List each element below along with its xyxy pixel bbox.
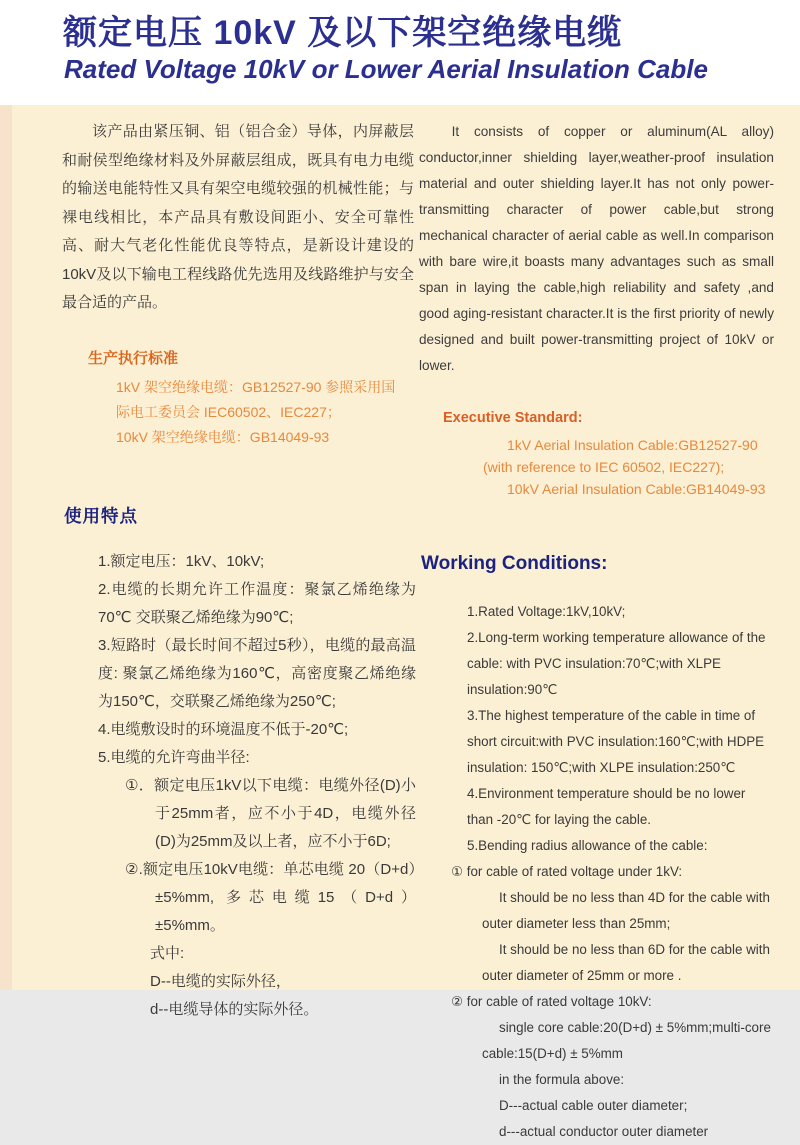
page-title-zh: 额定电压 10kV 及以下架空绝缘电缆 xyxy=(63,14,623,52)
standards-heading-en: Executive Standard: xyxy=(443,410,583,426)
condition-detail: It should be no less than 6D for the cable with outer diameter of 25mm or more . xyxy=(482,942,770,983)
features-section-zh xyxy=(62,503,414,1024)
feature-item: 1.额定电压：1kV、10kV; xyxy=(98,552,265,570)
working-conditions-list xyxy=(451,599,773,1145)
standards-heading-zh: 生产执行标准 xyxy=(88,349,179,367)
condition-detail: It should be no less than 4D for the cable with outer diameter less than 25mm; xyxy=(482,890,770,931)
feature-subitem: ①．额定电压1kV以下电缆：电缆外径(D)小于25mm者，应不小于4D，电缆外径(D)为25mm及以上者，应不小于6D; xyxy=(125,776,416,850)
condition-item: 2.Long-term working temperature allowance of the cable: with PVC insulation:70℃;with XLPE insulation:90℃ xyxy=(467,630,766,697)
condition-formula-note: d---actual conductor outer diameter xyxy=(499,1124,709,1139)
feature-formula-note: d--电缆导体的实际外径。 xyxy=(150,1000,319,1018)
standards-lines-zh xyxy=(88,375,414,450)
standards-section-zh xyxy=(88,349,414,450)
feature-formula-note: D--电缆的实际外径， xyxy=(150,972,291,990)
condition-subitem: ② for cable of rated voltage 10kV: xyxy=(451,994,652,1009)
content-columns xyxy=(0,105,800,1145)
standard-line: 10kV 架空绝缘电缆：GB14049-93 xyxy=(116,428,330,445)
column-english xyxy=(418,105,800,1145)
feature-item: 4.电缆敷设时的环境温度不低于-20℃; xyxy=(98,720,349,738)
feature-item: 3.短路时（最长时间不超过5秒），电缆的最高温度: 聚氯乙烯绝缘为160℃，高密度聚乙烯绝缘为150℃，交联聚乙烯绝缘为250℃; xyxy=(98,636,416,710)
standard-line: 10kV Aerial Insulation Cable:GB14049-93 xyxy=(507,481,766,497)
feature-formula-note: 式中: xyxy=(150,944,185,962)
condition-item: 4.Environment temperature should be no lower than -20℃ for laying the cable. xyxy=(467,786,746,827)
feature-item: 5.电缆的允许弯曲半径: xyxy=(98,748,250,766)
working-conditions-heading: Working Conditions: xyxy=(421,553,608,574)
page-title-en: Rated Voltage 10kV or Lower Aerial Insulation Cable xyxy=(64,54,708,84)
standard-line: 1kV 架空绝缘电缆：GB12527-90 参照采用国际电工委员会 IEC60502、IEC227； xyxy=(116,378,396,420)
condition-detail: single core cable:20(D+d) ± 5%mm;multi-core cable:15(D+d) ± 5%mm xyxy=(482,1020,771,1061)
condition-item: 5.Bending radius allowance of the cable: xyxy=(467,838,708,853)
standard-line: 1kV Aerial Insulation Cable:GB12527-90 (with reference to IEC 60502, IEC227); xyxy=(483,437,758,475)
condition-item: 1.Rated Voltage:1kV,10kV; xyxy=(467,604,626,619)
feature-subitem: ②.额定电压10kV电缆：单芯电缆 20（D+d）±5%mm, 多芯电缆15（D+d）±5%mm。 xyxy=(125,860,416,934)
feature-item: 2.电缆的长期允许工作温度：聚氯乙烯绝缘为70℃ 交联聚乙烯绝缘为90℃; xyxy=(98,580,416,626)
column-chinese xyxy=(0,105,418,1145)
condition-subitem: ① for cable of rated voltage under 1kV: xyxy=(451,864,683,879)
condition-item: 3.The highest temperature of the cable in time of short circuit:with PVC insulation:160℃;with HDPE insulation: 150℃;with XLPE insulation:250℃ xyxy=(467,708,765,775)
working-conditions-section xyxy=(419,553,774,1145)
features-heading-zh: 使用特点 xyxy=(64,505,138,526)
condition-formula-note: D---actual cable outer diameter; xyxy=(499,1098,688,1113)
intro-paragraph-zh: 该产品由紧压铜、铝（铝合金）导体，内屏蔽层和耐侯型绝缘材料及外屏蔽层组成，既具有电力电缆的输送电能特性又具有架空电缆较强的机械性能；与裸电线相比，本产品具有敷设间距小、安全可靠性高、耐大气老化性能优良等特点，是新设计建设的10kV及以下输电工程线路优先选用及线路维护与安全最合适的产品。 xyxy=(62,123,414,311)
standards-section-en xyxy=(443,408,774,500)
condition-formula-note: in the formula above: xyxy=(499,1072,625,1087)
features-list-zh xyxy=(98,548,416,1024)
standards-lines-en xyxy=(443,434,774,500)
intro-paragraph-en: It consists of copper or aluminum(AL alloy) conductor,inner shielding layer,weather-proof insulation material and outer shielding layer.It has not only power-transmitting character of power cable,but strong mechanical character of aerial cable as well.In comparison with bare wire,it boasts many advantages such as small span in laying the cable,high reliability and safety ,and good aging-resistant character.It is the first priority of newly designed and built power-transmitting project of 10kV or lower. xyxy=(419,124,774,373)
page-header xyxy=(0,0,800,105)
